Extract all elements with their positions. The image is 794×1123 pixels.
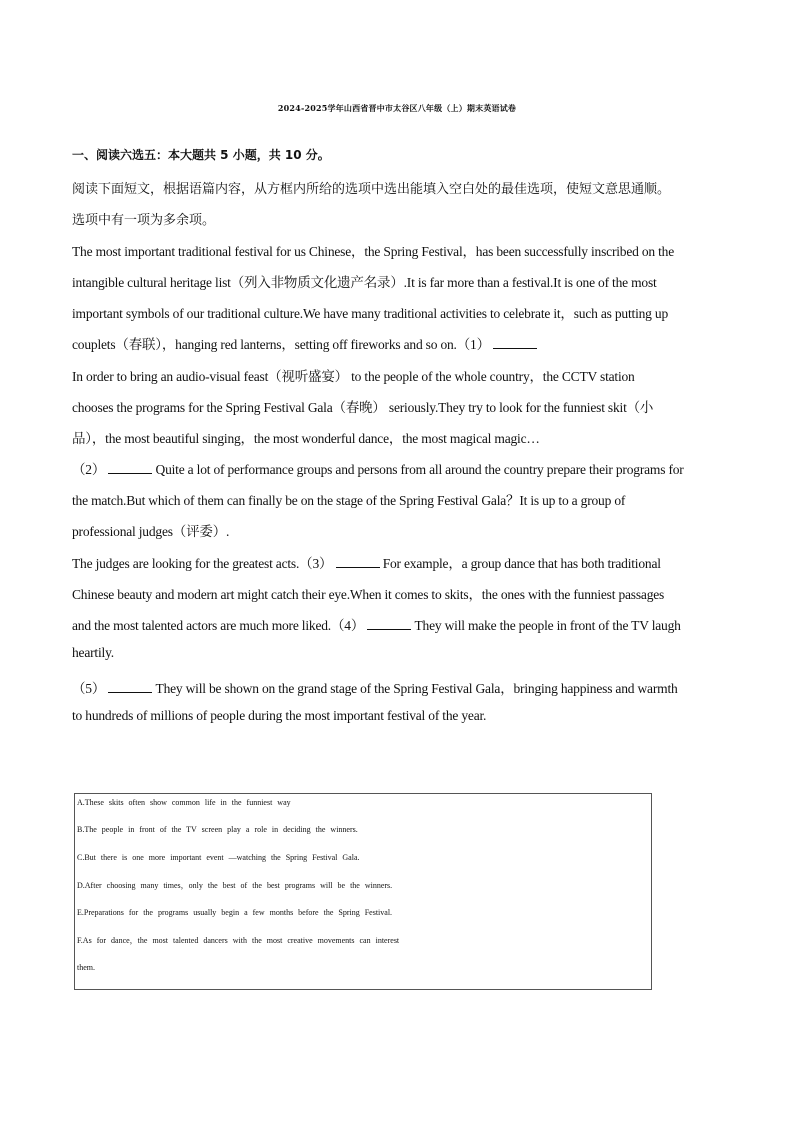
passage-text: and the most talented actors are much more liked.（4） [72,618,365,633]
answer-blank-4[interactable] [367,618,411,630]
section-heading: 一、阅读六选五：本大题共 5 小题，共 10 分。 [72,148,330,162]
passage-text: They will make the people in front of the TV laugh [411,618,681,633]
passage-line: Chinese beauty and modern art might catch their eye.When it comes to skits，the ones with the funniest passages [72,587,665,602]
passage-line [72,333,537,353]
answer-blank-5[interactable] [108,681,152,693]
page-title: 2024-2025学年山西省晋中市太谷区八年级（上）期末英语试卷 [277,103,517,113]
option-c: C.But there is one more important event —watching the Spring Festival Gala. [77,853,360,862]
passage-text: The judges are looking for the greatest acts.（3） [72,556,333,571]
passage-line: The most important traditional festival for us Chinese，the Spring Festival，has been successfully inscribed on the [72,244,675,259]
instruction-line: 阅读下面短文，根据语篇内容，从方框内所给的选项中选出能填入空白处的最佳选项，使短文意思通顺。 [72,182,671,197]
passage-line: heartily. [72,645,114,660]
passage-line [72,458,684,478]
option-f: F.As for dance，the most talented dancers with the most creative movements can interest [77,936,400,945]
answer-blank-2[interactable] [108,462,152,474]
passage-line: to hundreds of millions of people during the most important festival of the year. [72,708,487,723]
passage-line: important symbols of our traditional culture.We have many traditional activities to celebrate it，such as putting up [72,306,669,321]
option-a: A.These skits often show common life in the funniest way [77,798,291,807]
passage-text: couplets（春联），hanging red lanterns，setting off fireworks and so on.（1） [72,337,490,352]
passage-line [72,677,678,697]
answer-blank-3[interactable] [336,556,380,568]
passage-line [72,614,681,634]
passage-text: For example，a group dance that has both traditional [379,556,661,571]
passage-text: Quite a lot of performance groups and persons from all around the country prepare their programs for [152,462,684,477]
passage-line: chooses the programs for the Spring Festival Gala（春晚） seriously.They try to look for the funniest skit（小 [72,400,654,415]
passage-line: professional judges（评委）. [72,524,230,539]
option-d: D.After choosing many times，only the best of the best programs will be the winners. [77,881,393,890]
passage-line: the match.But which of them can finally be on the stage of the Spring Festival Gala？It is up to a group of [72,493,626,508]
option-f-continued: them. [77,963,95,972]
option-b: B.The people in front of the TV screen play a role in deciding the winners. [77,825,358,834]
answer-blank-1[interactable] [493,337,537,349]
option-e: E.Preparations for the programs usually begin a few months before the Spring Festival. [77,908,393,917]
blank-number: （2） [72,462,106,477]
options-box [74,793,652,990]
passage-line: In order to bring an audio-visual feast（视听盛宴） to the people of the whole country，the CCTV station [72,369,635,384]
passage-line: intangible cultural heritage list（列入非物质文化遗产名录）.It is far more than a festival.It is one of the most [72,275,657,290]
passage-line [72,552,661,572]
instruction-line: 选项中有一项为多余项。 [72,213,216,228]
passage-text: They will be shown on the grand stage of the Spring Festival Gala，bringing happiness and warmth [152,681,678,696]
blank-number: （5） [72,681,106,696]
passage-line: 品），the most beautiful singing，the most wonderful dance，the most magical magic… [72,431,540,446]
